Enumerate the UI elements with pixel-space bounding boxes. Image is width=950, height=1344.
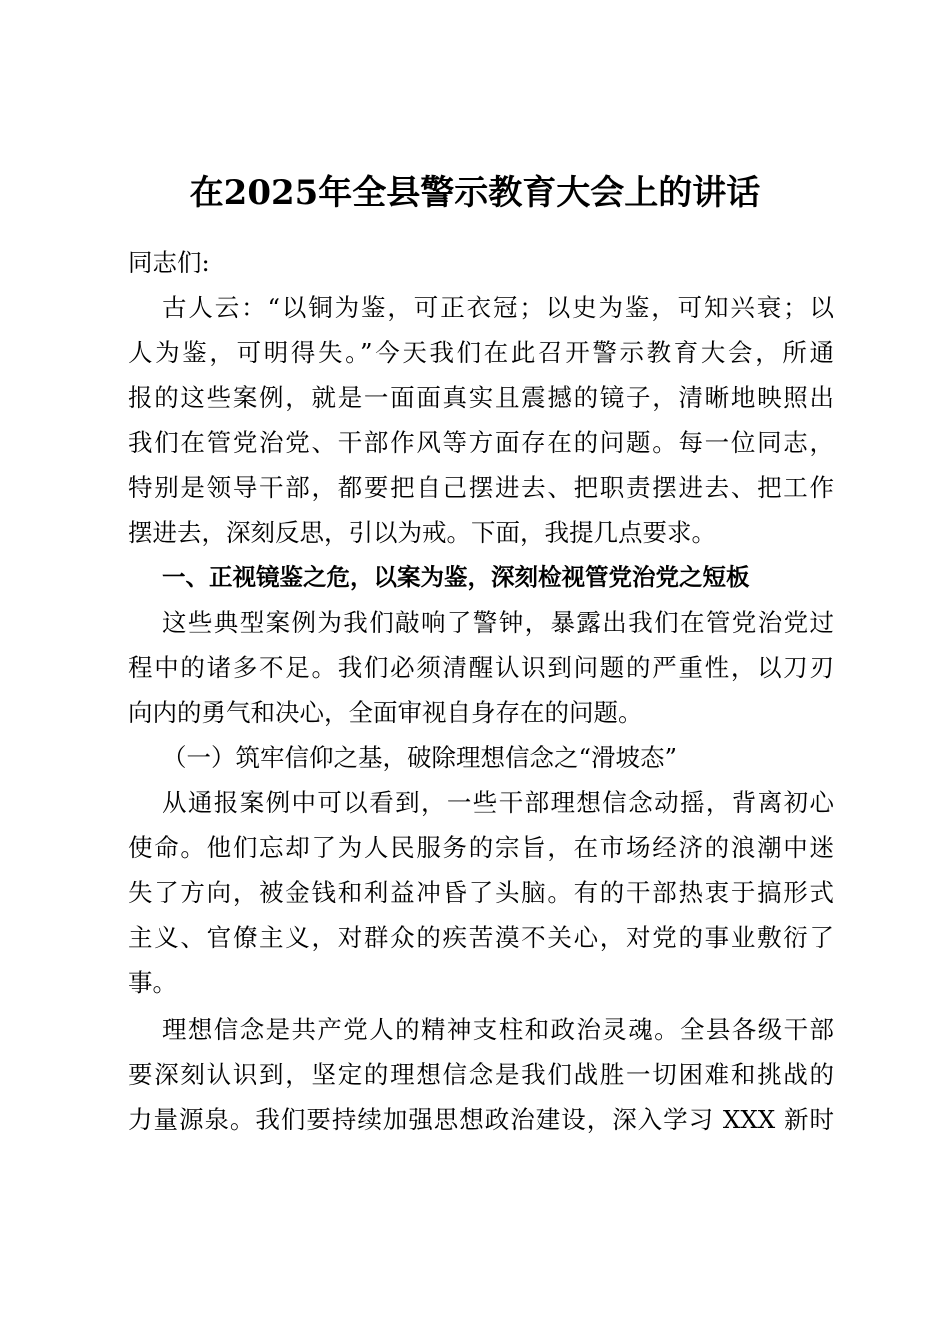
paragraph-3: [128, 780, 834, 1005]
document-title: 在2025年全县警示教育大会上的讲话: [189, 173, 761, 213]
section-heading-1: 一、正视镜鉴之危，以案为鉴，深刻检视管党治党之短板: [162, 563, 750, 591]
paragraph-line: 古人云：“以铜为鉴，可正衣冠；以史为鉴，可知兴衰；以: [162, 293, 834, 322]
salutation: 同志们:: [128, 248, 210, 277]
subsection-heading-1: （一）筑牢信仰之基，破除理想信念之“滑坡态”: [162, 743, 678, 772]
paragraph-line: 力量源泉。我们要持续加强思想政治建设，深入学习 XXX 新时: [128, 1105, 834, 1134]
paragraph-line: 这些典型案例为我们敲响了警钟，暴露出我们在管党治党过: [162, 608, 834, 637]
paragraph-line: 程中的诸多不足。我们必须清醒认识到问题的严重性，以刀刃: [128, 653, 834, 682]
paragraph-line: 事。: [128, 968, 177, 997]
paragraph-line: 报的这些案例，就是一面面真实且震撼的镜子，清晰地映照出: [128, 383, 834, 412]
paragraph-line: 摆进去，深刻反思，引以为戒。下面，我提几点要求。: [128, 518, 716, 547]
paragraph-line: 特别是领导干部，都要把自己摆进去、把职责摆进去、把工作: [128, 473, 834, 502]
paragraph-line: 失了方向，被金钱和利益冲昏了头脑。有的干部热衷于搞形式: [128, 878, 834, 907]
paragraph-line: 从通报案例中可以看到，一些干部理想信念动摇，背离初心: [162, 788, 834, 817]
paragraph-line: 主义、官僚主义，对群众的疾苦漠不关心，对党的事业敷衍了: [128, 923, 834, 952]
paragraph-line: 要深刻认识到，坚定的理想信念是我们战胜一切困难和挑战的: [128, 1060, 834, 1089]
paragraph-line: 向内的勇气和决心，全面审视自身存在的问题。: [128, 698, 643, 727]
document-body: [128, 240, 834, 1142]
paragraph-line: 人为鉴，可明得失。”今天我们在此召开警示教育大会，所通: [128, 338, 834, 367]
paragraph-line: 我们在管党治党、干部作风等方面存在的问题。每一位同志，: [128, 428, 834, 457]
paragraph-4: [128, 1007, 834, 1142]
paragraph-2: [128, 600, 834, 735]
paragraph-line: 使命。他们忘却了为人民服务的宗旨，在市场经济的浪潮中迷: [128, 833, 834, 862]
paragraph-1: [128, 285, 834, 555]
paragraph-line: 理想信念是共产党人的精神支柱和政治灵魂。全县各级干部: [162, 1015, 834, 1044]
